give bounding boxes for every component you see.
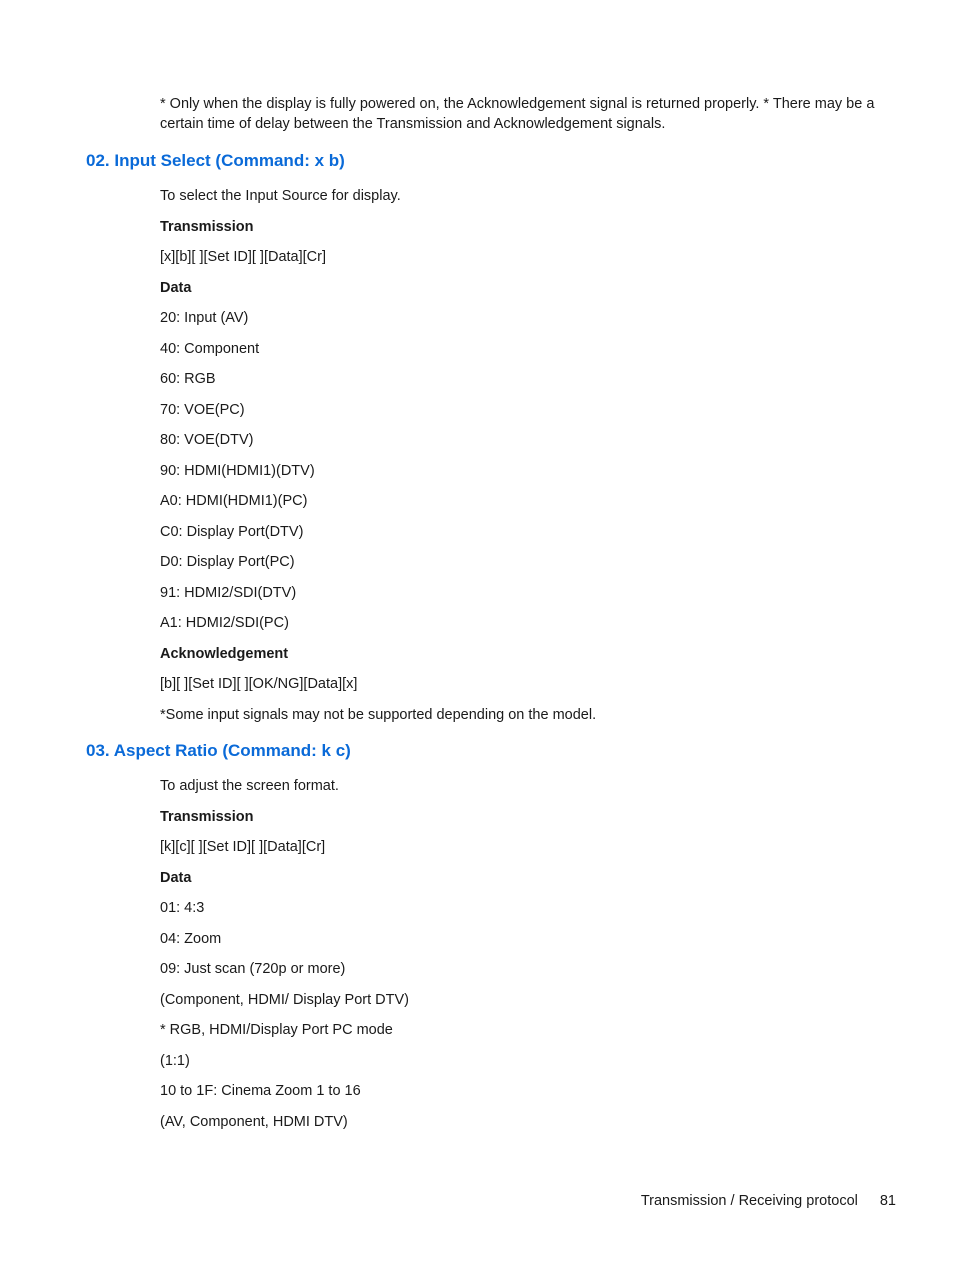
section-body-aspect-ratio: [160, 776, 880, 1142]
text-line: *Some input signals may not be supported depending on the model.: [160, 706, 597, 723]
text-line: C0: Display Port(DTV): [160, 523, 304, 540]
text-line: To select the Input Source for display.: [160, 188, 401, 204]
subheading: Transmission: [160, 218, 254, 235]
page-number: 81: [879, 1193, 896, 1209]
text-line: 90: HDMI(HDMI1)(DTV): [160, 462, 315, 479]
subheading: Transmission: [160, 808, 254, 825]
page-footer: [641, 1191, 896, 1211]
section-heading-input-select: 02. Input Select (Command: x b): [86, 151, 345, 170]
subheading: Acknowledgement: [160, 645, 289, 662]
text-line: 20: Input (AV): [160, 310, 249, 326]
section-body-input-select: [160, 186, 880, 735]
text-line: [k][c][ ][Set ID][ ][Data][Cr]: [160, 839, 326, 855]
subheading: Data: [160, 869, 192, 886]
text-line: A1: HDMI2/SDI(PC): [160, 615, 289, 631]
text-line: 09: Just scan (720p or more): [160, 961, 346, 977]
text-line: (Component, HDMI/ Display Port DTV): [160, 991, 409, 1008]
text-line: [x][b][ ][Set ID][ ][Data][Cr]: [160, 249, 326, 265]
text-line: D0: Display Port(PC): [160, 554, 295, 570]
footer-title: Transmission / Receiving protocol: [640, 1193, 858, 1209]
text-line: 01: 4:3: [160, 900, 205, 916]
text-line: 60: RGB: [160, 371, 216, 387]
text-line: 91: HDMI2/SDI(DTV): [160, 584, 297, 601]
text-line: * RGB, HDMI/Display Port PC mode: [160, 1022, 393, 1038]
text-line: 80: VOE(DTV): [160, 432, 254, 448]
text-line: 40: Component: [160, 340, 260, 357]
text-line: [b][ ][Set ID][ ][OK/NG][Data][x]: [160, 676, 358, 692]
intro-note: * Only when the display is fully powered on, the Acknowledgement signal is returned properly. * There may be a certain time of delay between the Transmission and Acknowledgement signals.: [160, 96, 875, 132]
subheading: Data: [160, 279, 192, 296]
text-line: A0: HDMI(HDMI1)(PC): [160, 493, 308, 509]
section-heading-aspect-ratio: 03. Aspect Ratio (Command: k c): [86, 741, 351, 760]
text-line: 04: Zoom: [160, 930, 222, 947]
text-line: (1:1): [160, 1052, 190, 1069]
text-line: To adjust the screen format.: [160, 778, 339, 794]
text-line: 70: VOE(PC): [160, 401, 245, 418]
text-line: (AV, Component, HDMI DTV): [160, 1113, 348, 1130]
text-line: 10 to 1F: Cinema Zoom 1 to 16: [160, 1083, 361, 1099]
